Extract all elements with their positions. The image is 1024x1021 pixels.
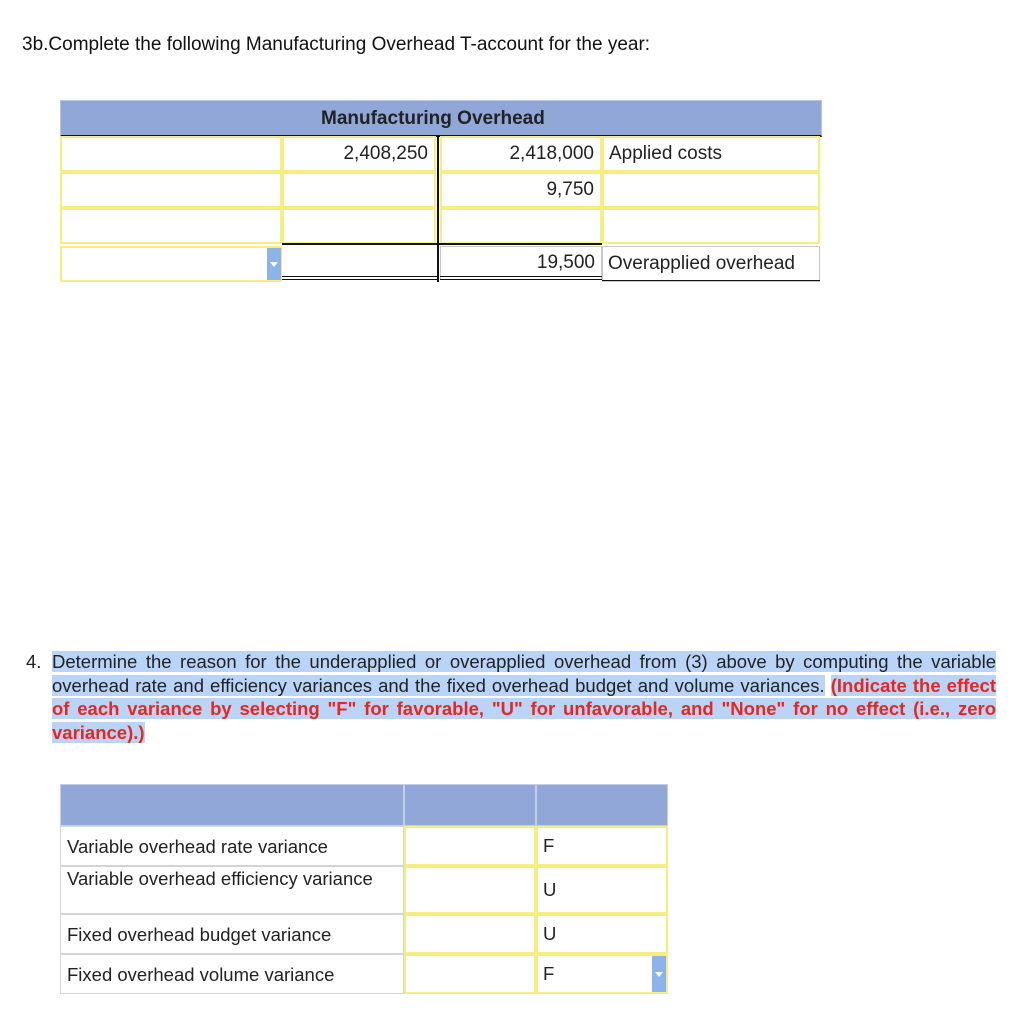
t-account-debit-input-2[interactable] bbox=[282, 172, 436, 208]
t-account-credit-input-3[interactable] bbox=[440, 208, 602, 244]
question-4-number: 4. bbox=[26, 651, 42, 672]
manufacturing-overhead-t-account bbox=[60, 100, 822, 282]
dropdown-arrow-icon[interactable] bbox=[652, 956, 666, 992]
t-account-credit-input-1[interactable]: 2,418,000 bbox=[440, 136, 602, 172]
variance-label-4: Fixed overhead volume variance bbox=[60, 954, 404, 994]
variance-label-2: Variable overhead efficiency variance bbox=[60, 866, 404, 914]
variance-effect-select-1[interactable]: F bbox=[536, 826, 668, 866]
question-4-instruction: (Indicate the effect of each variance by selecting "F" for favorable, "U" for unfavorable, and "None" for no effect (i.e., zero variance).) bbox=[52, 674, 997, 743]
variance-effect-select-2[interactable]: U bbox=[536, 866, 668, 914]
variance-amount-input-2[interactable] bbox=[404, 866, 536, 914]
t-account-right-label-input-1[interactable]: Applied costs bbox=[602, 136, 820, 172]
t-account-total-label: Overapplied overhead bbox=[602, 246, 820, 282]
t-account-total-label-underline bbox=[602, 280, 820, 281]
dropdown-arrow-icon[interactable] bbox=[267, 248, 281, 280]
t-account-debit-input-1[interactable]: 2,408,250 bbox=[282, 136, 436, 172]
t-account-total-debit bbox=[282, 246, 438, 280]
variance-effect-select-4[interactable]: F bbox=[536, 954, 668, 994]
t-account-double-rule-left-1 bbox=[282, 276, 438, 277]
t-account-total-rule bbox=[282, 243, 602, 245]
question-4-body bbox=[52, 650, 996, 744]
t-account-double-rule-left-2 bbox=[282, 279, 438, 280]
variance-table-header-label bbox=[60, 784, 404, 826]
t-account-center-line bbox=[437, 136, 439, 282]
t-account-left-label-input-3[interactable] bbox=[60, 208, 282, 244]
t-account-right-label-input-3[interactable] bbox=[602, 208, 820, 244]
variance-table bbox=[60, 784, 668, 996]
variance-table-header-effect bbox=[536, 784, 668, 826]
question-3b-title: 3b.Complete the following Manufacturing Overhead T-account for the year: bbox=[22, 34, 651, 55]
question-4-text: Determine the reason for the underapplied or overapplied overhead from (3) above by computing the variable overhead rate and efficiency variances and the fixed overhead budget and volume variances. bbox=[52, 651, 996, 696]
variance-amount-input-1[interactable] bbox=[404, 826, 536, 866]
variance-label-3: Fixed overhead budget variance bbox=[60, 914, 404, 954]
t-account-credit-input-2[interactable]: 9,750 bbox=[440, 172, 602, 208]
variance-table-header-amount bbox=[404, 784, 536, 826]
variance-amount-input-3[interactable] bbox=[404, 914, 536, 954]
t-account-left-label-input-2[interactable] bbox=[60, 172, 282, 208]
t-account-total-left-dropdown[interactable] bbox=[60, 246, 282, 282]
t-account-total-credit: 19,500 bbox=[440, 246, 602, 280]
t-account-right-label-input-2[interactable] bbox=[602, 172, 820, 208]
t-account-double-rule-right-2 bbox=[440, 279, 602, 280]
variance-amount-input-4[interactable] bbox=[404, 954, 536, 994]
t-account-header bbox=[60, 100, 822, 137]
t-account-debit-input-3[interactable] bbox=[282, 208, 436, 244]
variance-effect-select-3[interactable]: U bbox=[536, 914, 668, 954]
t-account-double-rule-right-1 bbox=[440, 276, 602, 277]
t-account-left-label-input-1[interactable] bbox=[60, 136, 282, 172]
variance-label-1: Variable overhead rate variance bbox=[60, 826, 404, 866]
t-account-title: Manufacturing Overhead bbox=[321, 108, 545, 129]
